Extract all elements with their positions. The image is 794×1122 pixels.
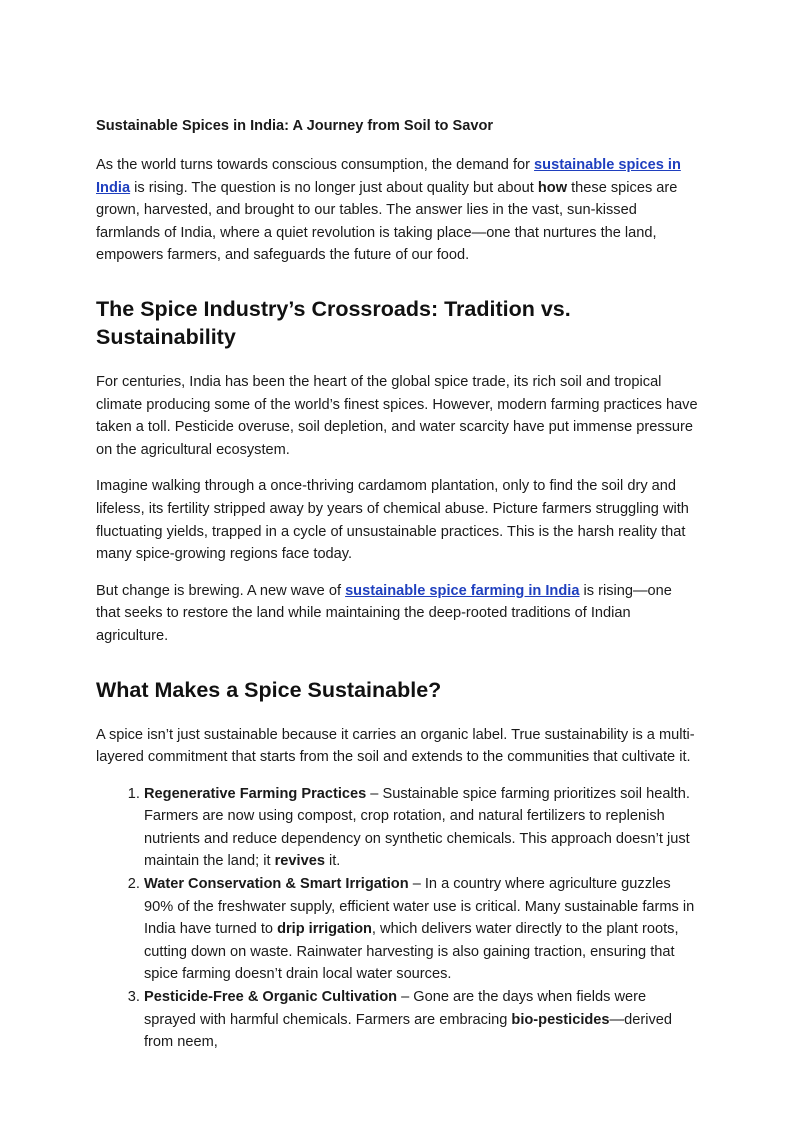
list-item-text-end: , which delivers water directly to the plant roots, cutting down on waste. Rainwater harvesting is also gaining traction, ensuring that spice farming doesn’t drain local water sources. — [144, 921, 679, 983]
section1-paragraph-1: For centuries, India has been the heart of the global spice trade, its rich soil and tropical climate producing some of the world’s finest spices. However, modern farming practices have taken a toll. Pesticide overuse, soil depletion, and water scarcity have put immense pressure on the agricultural ecosystem. — [96, 373, 698, 458]
sustainable-spices-link[interactable]: sustainable spices in India — [96, 157, 681, 196]
sustainability-list — [96, 783, 698, 1054]
intro-paragraph — [96, 154, 698, 267]
section2-paragraph-1: A spice isn’t just sustainable because it carries an organic label. True sustainability is a multi-layered commitment that starts from the soil and extends to the communities that cultivate it. — [96, 726, 695, 766]
list-item — [144, 986, 698, 1054]
list-item-bold: drip irrigation — [277, 921, 372, 938]
list-item-text: – In a country where agriculture guzzles 90% of the freshwater supply, efficient water use is critical. Many sustainable farms in India have turned to — [144, 876, 695, 938]
list-item-text: – Sustainable spice farming prioritizes soil health. Farmers are now using compost, crop rotation, and natural fertilizers to replenish nutrients and reduce dependency on synthetic chemicals. This approach doesn’t just maintain the land; it — [144, 785, 690, 870]
list-item-text: – Gone are the days when fields were sprayed with harmful chemicals. Farmers are embracing — [144, 989, 647, 1028]
section1-paragraph-3 — [96, 580, 698, 648]
section1-heading: The Spice Industry’s Crossroads: Tradition vs. Sustainability — [96, 296, 571, 349]
intro-text-3: these spices are grown, harvested, and brought to our tables. The answer lies in the vast, sun-kissed farmlands of India, where a quiet revolution is taking place—one that nurtures the land, empowers farmers, and safeguards the future of our food. — [96, 179, 678, 264]
list-item — [144, 873, 698, 986]
section1-p3-text-1: But change is brewing. A new wave of — [96, 582, 346, 599]
section1-p3-text-2: is rising—one that seeks to restore the land while maintaining the deep-rooted traditions of Indian agriculture. — [96, 582, 672, 644]
section2-heading: What Makes a Spice Sustainable? — [96, 677, 442, 702]
list-item-title: Pesticide-Free & Organic Cultivation — [144, 989, 398, 1006]
sustainable-spice-farming-link[interactable]: sustainable spice farming in India — [345, 582, 580, 599]
intro-text-1: As the world turns towards conscious consumption, the demand for — [96, 157, 535, 173]
list-item-title: Regenerative Farming Practices — [144, 785, 367, 802]
list-item-title: Water Conservation & Smart Irrigation — [144, 876, 409, 893]
section1-paragraph-2: Imagine walking through a once-thriving cardamom plantation, only to find the soil dry and lifeless, its fertility stripped away by years of chemical abuse. Picture farmers struggling with fluctuating yields, trapped in a cycle of unsustainable practices. This is the harsh reality that many spice-growing regions face today. — [96, 478, 689, 563]
list-item — [144, 783, 698, 873]
document-title: Sustainable Spices in India: A Journey from Soil to Savor — [96, 118, 494, 134]
intro-text-2: is rising. The question is no longer just about quality but about — [130, 179, 538, 196]
intro-bold-how: how — [537, 179, 568, 196]
document-page — [96, 116, 698, 1054]
list-item-bold: bio-pesticides — [511, 1011, 610, 1028]
list-item-text-end: —derived from neem, — [144, 1011, 672, 1051]
list-item-text-end: it. — [324, 853, 341, 870]
list-item-bold: revives — [274, 853, 325, 870]
